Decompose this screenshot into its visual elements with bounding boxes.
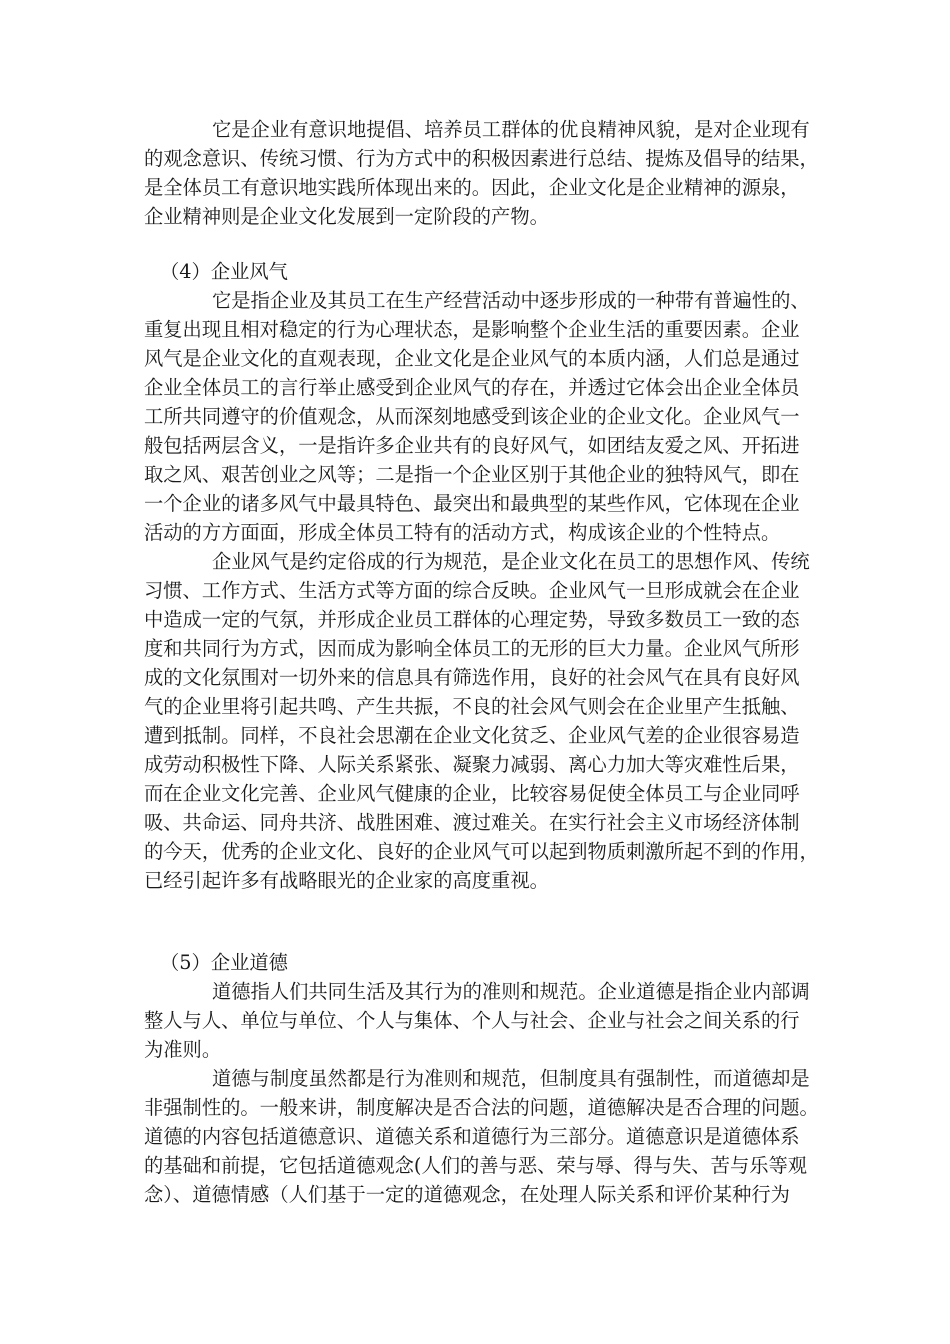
text-line: 重复出现且相对稳定的行为心理状态，是影响整个企业生活的重要因素。企业 bbox=[144, 318, 800, 341]
text-line: 企业精神则是企业文化发展到一定阶段的产物。 bbox=[144, 205, 549, 228]
text-line: 念）、道德情感（人们基于一定的道德观念，在处理人际关系和评价某种行为 bbox=[144, 1183, 790, 1206]
text-line: 的观念意识、传统习惯、行为方式中的积极因素进行总结、提炼及倡导的结果， bbox=[144, 147, 819, 170]
text-line: 遭到抵制。同样，不良社会思潮在企业文化贫乏、企业风气差的企业很容易造 bbox=[144, 724, 800, 747]
text-line: 的基础和前提，它包括道德观念(人们的善与恶、荣与辱、得与失、苦与乐等观 bbox=[144, 1154, 808, 1177]
text-line: 的今天，优秀的企业文化、良好的企业风气可以起到物质刺激所起不到的作用， bbox=[144, 840, 819, 863]
text-line: 它是指企业及其员工在生产经营活动中逐步形成的一种带有普遍性的、 bbox=[212, 289, 810, 312]
text-line: 气的企业里将引起共鸣、产生共振，不良的社会风气则会在企业里产生抵触、 bbox=[144, 695, 800, 718]
text-line: 活动的方方面面，形成全体员工特有的活动方式，构成该企业的个性特点。 bbox=[144, 521, 781, 544]
text-line: 吸、共命运、同舟共济、战胜困难、渡过难关。在实行社会主义市场经济体制 bbox=[144, 811, 800, 834]
text-line: 道德与制度虽然都是行为准则和规范，但制度具有强制性，而道德却是 bbox=[212, 1067, 810, 1090]
text-line: 风气是企业文化的直观表现，企业文化是企业风气的本质内涵，人们总是通过 bbox=[144, 347, 800, 370]
section-heading: （5）企业道德 bbox=[160, 951, 288, 974]
text-line: 取之风、艰苦创业之风等；二是指一个企业区别于其他企业的独特风气，即在 bbox=[144, 463, 800, 486]
text-line: 习惯、工作方式、生活方式等方面的综合反映。企业风气一旦形成就会在企业 bbox=[144, 579, 800, 602]
text-line: 它是企业有意识地提倡、培养员工群体的优良精神风貌，是对企业现有 bbox=[212, 118, 810, 141]
section-heading: （4）企业风气 bbox=[160, 260, 288, 283]
text-line: 企业全体员工的言行举止感受到企业风气的存在，并透过它体会出企业全体员 bbox=[144, 376, 800, 399]
text-line: 非强制性的。一般来讲，制度解决是否合法的问题，道德解决是否合理的问题。 bbox=[144, 1096, 819, 1119]
text-line: 已经引起许多有战略眼光的企业家的高度重视。 bbox=[144, 869, 549, 892]
text-line: 为准则。 bbox=[144, 1038, 222, 1061]
text-line: 般包括两层含义，一是指许多企业共有的良好风气，如团结友爱之风、开拓进 bbox=[144, 434, 800, 457]
text-line: 而在企业文化完善、企业风气健康的企业，比较容易促使全体员工与企业同呼 bbox=[144, 782, 800, 805]
text-line: 道德指人们共同生活及其行为的准则和规范。企业道德是指企业内部调 bbox=[212, 980, 810, 1003]
text-line: 一个企业的诸多风气中最具特色、最突出和最典型的某些作风，它体现在企业 bbox=[144, 492, 800, 515]
text-line: 整人与人、单位与单位、个人与集体、个人与社会、企业与社会之间关系的行 bbox=[144, 1009, 800, 1032]
text-line: 道德的内容包括道德意识、道德关系和道德行为三部分。道德意识是道德体系 bbox=[144, 1125, 800, 1148]
text-line: 成的文化氛围对一切外来的信息具有筛选作用，良好的社会风气在具有良好风 bbox=[144, 666, 800, 689]
text-line: 成劳动积极性下降、人际关系紧张、凝聚力减弱、离心力加大等灾难性后果， bbox=[144, 753, 800, 776]
text-line: 工所共同遵守的价值观念，从而深刻地感受到该企业的企业文化。企业风气一 bbox=[144, 405, 800, 428]
text-line: 度和共同行为方式，因而成为影响全体员工的无形的巨大力量。企业风气所形 bbox=[144, 637, 800, 660]
text-line: 是全体员工有意识地实践所体现出来的。因此，企业文化是企业精神的源泉， bbox=[144, 176, 800, 199]
text-line: 企业风气是约定俗成的行为规范，是企业文化在员工的思想作风、传统 bbox=[212, 550, 810, 573]
text-line: 中造成一定的气氛，并形成企业员工群体的心理定势，导致多数员工一致的态 bbox=[144, 608, 800, 631]
